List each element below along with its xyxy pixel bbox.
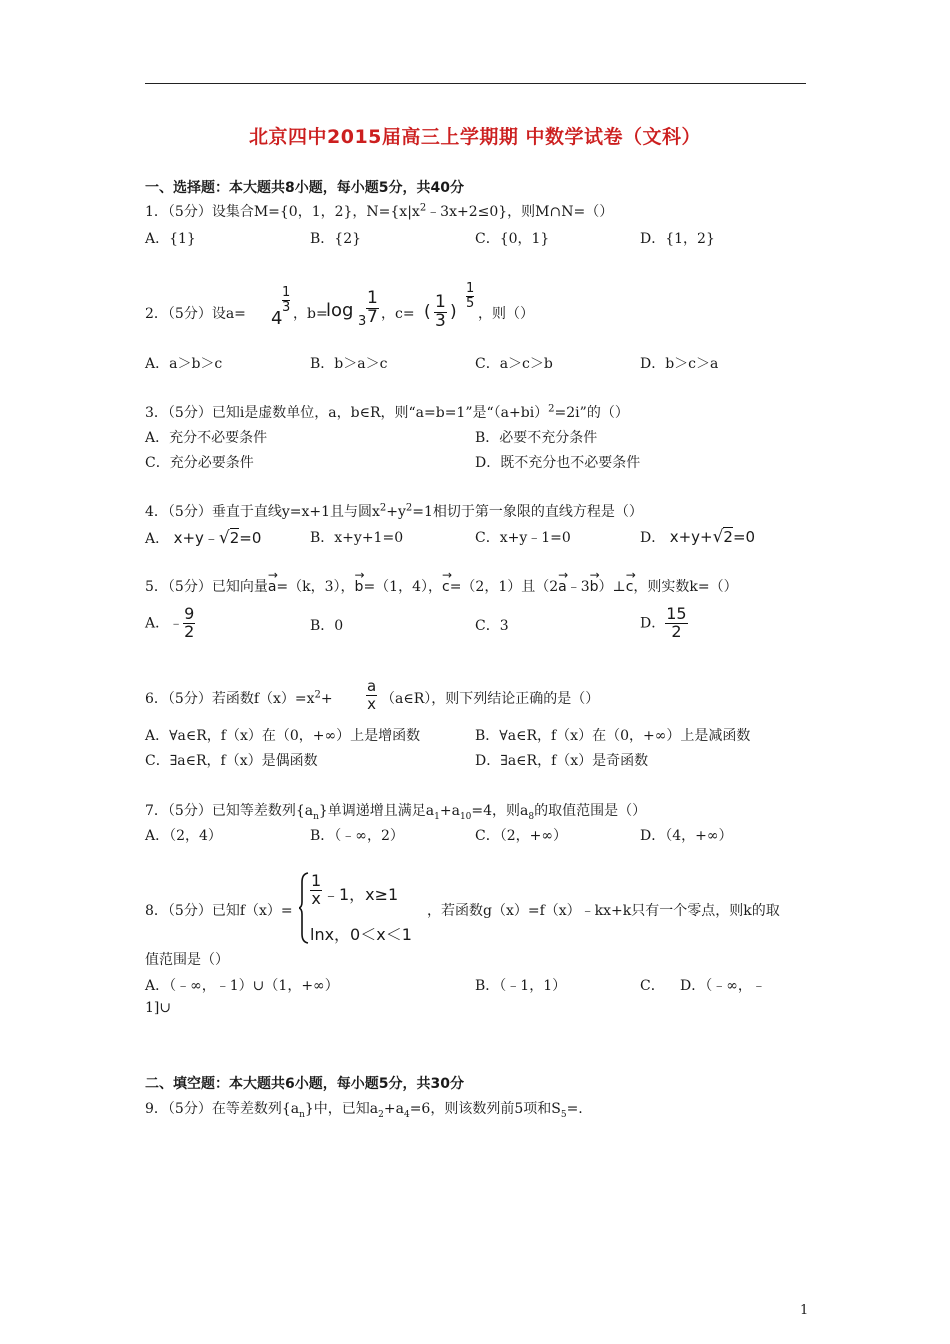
q3-option-d: D．既不充分也不必要条件 xyxy=(475,455,641,471)
q8-option-b: B．（﹣1，1） xyxy=(475,978,567,994)
section-2-heading: 二、填空题：本大题共6小题，每小题5分，共30分 xyxy=(145,1076,464,1092)
q7-option-d: D．（4，+∞） xyxy=(640,828,733,844)
q5-option-d: D． $\frac{15}{2}$ xyxy=(640,604,687,641)
q2-b-fraction: 1 7 xyxy=(367,288,378,327)
q2-c-lparen: ( xyxy=(424,302,431,322)
q2-b-log: log xyxy=(326,300,354,321)
q6-option-b: B．∀a∈R，f（x）在（0，+∞）上是减函数 xyxy=(475,728,751,744)
q1-option-a: A．{1} xyxy=(145,231,196,247)
question-2-stem: 2．（5分）设a= xyxy=(145,306,246,322)
header-rule xyxy=(145,83,806,84)
q2-a-exponent: 1 3 xyxy=(282,285,291,315)
page-number: 1 xyxy=(800,1303,809,1318)
q3-option-c: C．充分必要条件 xyxy=(145,455,254,471)
q2-b-prefix: ，b= xyxy=(293,306,328,322)
q2-c-rparen: ) xyxy=(450,302,457,322)
q1-option-c: C．{0，1} xyxy=(475,231,550,247)
q8-stem-line2: 值范围是（） xyxy=(145,952,229,968)
q2-c-fraction: 1 3 xyxy=(435,292,446,331)
q3-option-a: A．充分不必要条件 xyxy=(145,430,268,446)
q6-tail: （a∈R），则下列结论正确的是（） xyxy=(381,691,600,707)
q1-option-b: B．{2} xyxy=(310,231,362,247)
q4-option-c: C．x+y﹣1=0 xyxy=(475,530,571,546)
q5-option-a: A．﹣ $\frac{9}{2}$ xyxy=(145,604,195,641)
question-6-stem: 6．（5分）若函数$f(x)=x^2+$ xyxy=(145,689,333,707)
q2-a-base: 4 xyxy=(271,308,283,329)
question-1: 1．（5分）设集合M={0，1，2}，$N=\{x|x^2﹣3x+2\le 0\}$，则M∩N=（） xyxy=(145,202,614,220)
q8-case2: lnx，0＜x＜1 xyxy=(310,925,412,944)
vector-c: → c xyxy=(442,579,450,595)
q5-option-c: C．3 xyxy=(475,618,509,634)
vector-a: → a xyxy=(268,579,277,595)
page-title: 北京四中2015届高三上学期期 中数学试卷（文科） xyxy=(249,126,701,148)
q8-tail: ，若函数g（x）=f（x）﹣kx+k只有一个零点，则k的取 xyxy=(427,903,780,919)
q8-option-a: A．（﹣∞，﹣1）∪（1，+∞） xyxy=(145,978,339,994)
q7-option-c: C．（2，+∞） xyxy=(475,828,568,844)
q2-option-b: B．b＞a＞c xyxy=(310,356,388,372)
q2-b-base: 3 xyxy=(358,314,367,329)
question-8-stem: 8．（5分）已知f（x）= xyxy=(145,903,293,919)
q1-option-d: D．{1，2} xyxy=(640,231,715,247)
q4-option-d: D． x+y+√2=0 xyxy=(640,527,756,547)
piecewise-brace xyxy=(299,872,309,944)
q6-fraction: a x xyxy=(367,677,377,713)
question-7: 7．（5分）已知等差数列$\{a_n\}$单调递增且满足$a_1+a_{10}=4$，则$a_8$的取值范围是（） xyxy=(145,803,647,822)
q6-option-c: C．∃a∈R，f（x）是偶函数 xyxy=(145,753,318,769)
q6-option-d: D．∃a∈R，f（x）是奇函数 xyxy=(475,753,649,769)
q8-case1-fraction: 1 x xyxy=(311,871,322,908)
question-4: 4．（5分）垂直于直线y=x+1且与圆$x^2+y^2=1$相切于第一象限的直线方程是（） xyxy=(145,502,643,520)
q2-c-prefix: ，c= xyxy=(381,306,415,322)
q7-option-b: B．（﹣∞，2） xyxy=(310,828,404,844)
vector-b: → b xyxy=(355,579,364,595)
question-5: 5．（5分）已知向量→ a=（k，3），→ b=（1，4），→ c=（2，1）且（2→ a﹣3→ b）⊥→ c，则实数k=（） xyxy=(145,576,738,596)
q2-tail: ，则（） xyxy=(478,306,534,322)
q2-option-d: D．b＞c＞a xyxy=(640,356,719,372)
question-9: 9．（5分）在等差数列$\{a_n\}$中，已知$a_2+a_4=6$，则该数列前5项和$S_5=$. xyxy=(145,1101,583,1120)
q4-option-b: B．x+y+1=0 xyxy=(310,530,404,546)
q8-option-d: D．（﹣∞，﹣ xyxy=(680,978,766,994)
q2-option-c: C．a＞c＞b xyxy=(475,356,553,372)
q6-option-a: A．∀a∈R，f（x）在（0，+∞）上是增函数 xyxy=(145,728,421,744)
q2-c-exponent: 1 5 xyxy=(466,281,475,311)
section-1-heading: 一、选择题：本大题共8小题，每小题5分，共40分 xyxy=(145,180,464,196)
q2-option-a: A．a＞b＞c xyxy=(145,356,223,372)
q8-option-c: C． xyxy=(640,978,665,994)
q7-option-a: A．（2，4） xyxy=(145,828,222,844)
question-3: 3．（5分）已知i是虚数单位，a，b∈R，则“a=b=1”是“$(a+bi)^2=2i$”的（） xyxy=(145,403,629,421)
q5-option-b: B．0 xyxy=(310,618,344,634)
q3-option-b: B．必要不充分条件 xyxy=(475,430,598,446)
q4-option-a: A． x+y﹣√2=0 xyxy=(145,528,262,548)
q8-case1-rest: ﹣1，x≥1 xyxy=(323,885,399,904)
q8-option-d-cont: 1]∪ xyxy=(145,1000,172,1016)
